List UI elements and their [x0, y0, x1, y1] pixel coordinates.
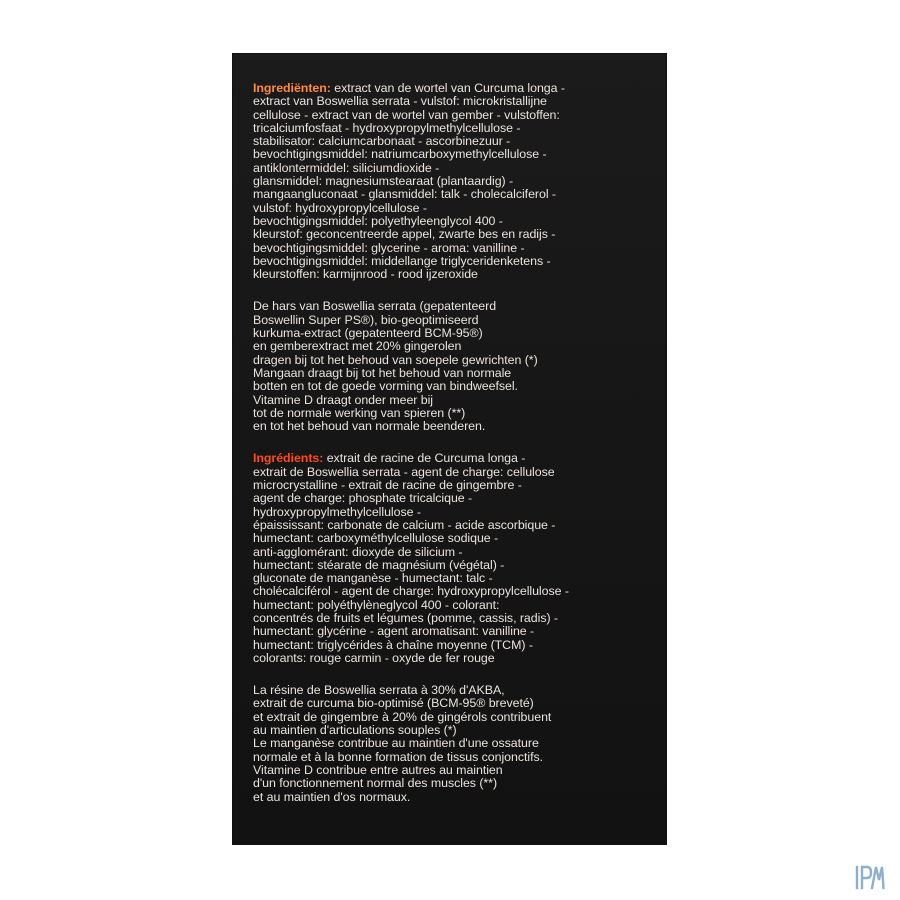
fr-ingredients-line: épaississant: carbonate de calcium - acide ascorbique - [253, 517, 556, 532]
fr-ingredients-line: hydroxypropylmethylcellulose - [253, 504, 421, 519]
fr-claim-line: extrait de curcuma bio-optimisé (BCM-95® breveté) [253, 696, 534, 711]
fr-claim-line: Vitamine D contribue entre autres au maintien [253, 762, 503, 777]
nl-ingredients-line: extract van de wortel van Curcuma longa - [334, 81, 565, 95]
fr-ingredients-line: humectant: stéarate de magnésium (végétal) - [253, 557, 505, 572]
nl-claim-line: Mangaan draagt bij tot het behoud van normale [253, 365, 512, 380]
fr-claim-line: La résine de Boswellia serrata à 30% d'AKBA, [253, 683, 505, 698]
nl-ingredients-heading: Ingrediënten: [253, 81, 331, 95]
nl-claim-line: en tot het behoud van normale beenderen. [253, 419, 486, 434]
fr-ingredients-line: humectant: glycérine - agent aromatisant: vanilline - [253, 624, 535, 639]
fr-ingredients-first-line [253, 452, 658, 465]
fr-ingredients-heading: Ingrédients: [253, 451, 324, 466]
nl-ingredients-line: bevochtigingsmiddel: glycerine - aroma: vanilline - [253, 240, 525, 255]
ipm-watermark-logo [855, 864, 885, 890]
fr-claims-section [253, 684, 658, 804]
nl-claim-line: Boswellin Super PS®), bio-geoptimiseerd [253, 312, 479, 327]
nl-ingredients-line: bevochtigingsmiddel: polyethyleenglycol 400 - [253, 213, 503, 228]
nl-ingredients-line: mangaangluconaat - glansmiddel: talk - cholecalciferol - [253, 187, 556, 202]
fr-ingredients-line: concentrés de fruits et légumes (pomme, cassis, radis) - [253, 610, 559, 625]
fr-claim-line: d'un fonctionnement normal des muscles (**) [253, 776, 498, 791]
nl-ingredients-line: stabilisator: calciumcarbonaat - ascorbinezuur - [253, 134, 511, 149]
nl-claim-line: kurkuma-extract (gepatenteerd BCM-95®) [253, 326, 483, 341]
fr-claim-line: et au maintien d'os normaux. [253, 789, 411, 804]
fr-ingredients-line: microcrystalline - extrait de racine de gingembre - [253, 478, 522, 493]
fr-claim-line: et extrait de gingembre à 20% de gingérols contribuent [253, 709, 552, 724]
product-label-panel [233, 54, 666, 844]
nl-ingredients-line: bevochtigingsmiddel: natriumcarboxymethylcellulose - [253, 147, 547, 162]
nl-claim-line: De hars van Boswellia serrata (gepatenteerd [253, 299, 497, 314]
nl-claim-line: en gemberextract met 20% gingerolen [253, 339, 462, 354]
nl-ingredients-line: tricalciumfosfaat - hydroxypropylmethylcellulose - [253, 120, 521, 135]
nl-claim-line: botten en tot de goede vorming van bindweefsel. [253, 379, 518, 394]
fr-ingredients-section [253, 452, 658, 665]
fr-ingredients-line: humectant: carboxyméthylcellulose sodique - [253, 531, 499, 546]
fr-ingredients-line: humectant: triglycérides à chaîne moyenne (TCM) - [253, 637, 533, 652]
fr-ingredients-line: humectant: polyéthylèneglycol 400 - colorant: [253, 597, 500, 612]
nl-claim-line: Vitamine D draagt onder meer bij [253, 392, 433, 407]
nl-ingredients-line: cellulose - extract van de wortel van gember - vulstoffen: [253, 107, 560, 122]
nl-claim-line: dragen bij tot het behoud van soepele gewrichten (*) [253, 352, 538, 367]
fr-ingredients-line: colorants: rouge carmin - oxyde de fer rouge [253, 650, 495, 665]
fr-ingredients-line: extrait de racine de Curcuma longa - [326, 451, 526, 466]
nl-ingredients-line: glansmiddel: magnesiumstearaat (plantaardig) - [253, 174, 514, 189]
fr-ingredients-line: anti-agglomérant: dioxyde de silicium - [253, 544, 463, 559]
nl-ingredients-line: antiklontermiddel: siliciumdioxide - [253, 160, 440, 175]
nl-ingredients-line: kleurstof: geconcentreerde appel, zwarte bes en radijs - [253, 227, 556, 242]
nl-claim-line: tot de normale werking van spieren (**) [253, 405, 466, 420]
fr-ingredients-line: cholécalciférol - agent de charge: hydroxypropylcellulose - [253, 584, 569, 599]
fr-claim-line: au maintien d'articulations souples (*) [253, 723, 457, 738]
nl-ingredients-line: vulstof: hydroxypropylcellulose - [253, 200, 427, 215]
nl-ingredients-line: extract van Boswellia serrata - vulstof: microkristallijne [253, 94, 547, 109]
nl-ingredients-line: kleurstoffen: karmijnrood - rood ijzeroxide [253, 267, 478, 282]
fr-claim-line: normale et à la bonne formation de tissus conjonctifs. [253, 749, 544, 764]
nl-ingredients-first-line [253, 82, 658, 95]
ipm-logo-icon [855, 864, 885, 890]
fr-ingredients-line: agent de charge: phosphate tricalcique - [253, 491, 473, 506]
fr-ingredients-line: gluconate de manganèse - humectant: talc - [253, 571, 493, 586]
fr-claim-line: Le manganèse contribue au maintien d'une ossature [253, 736, 539, 751]
nl-ingredients-section [253, 82, 658, 281]
fr-ingredients-line: extrait de Boswellia serrata - agent de charge: cellulose [253, 464, 555, 479]
label-text [253, 82, 658, 823]
nl-ingredients-line: bevochtigingsmiddel: middellange triglyceridenketens - [253, 253, 551, 268]
nl-claims-section [253, 300, 658, 433]
